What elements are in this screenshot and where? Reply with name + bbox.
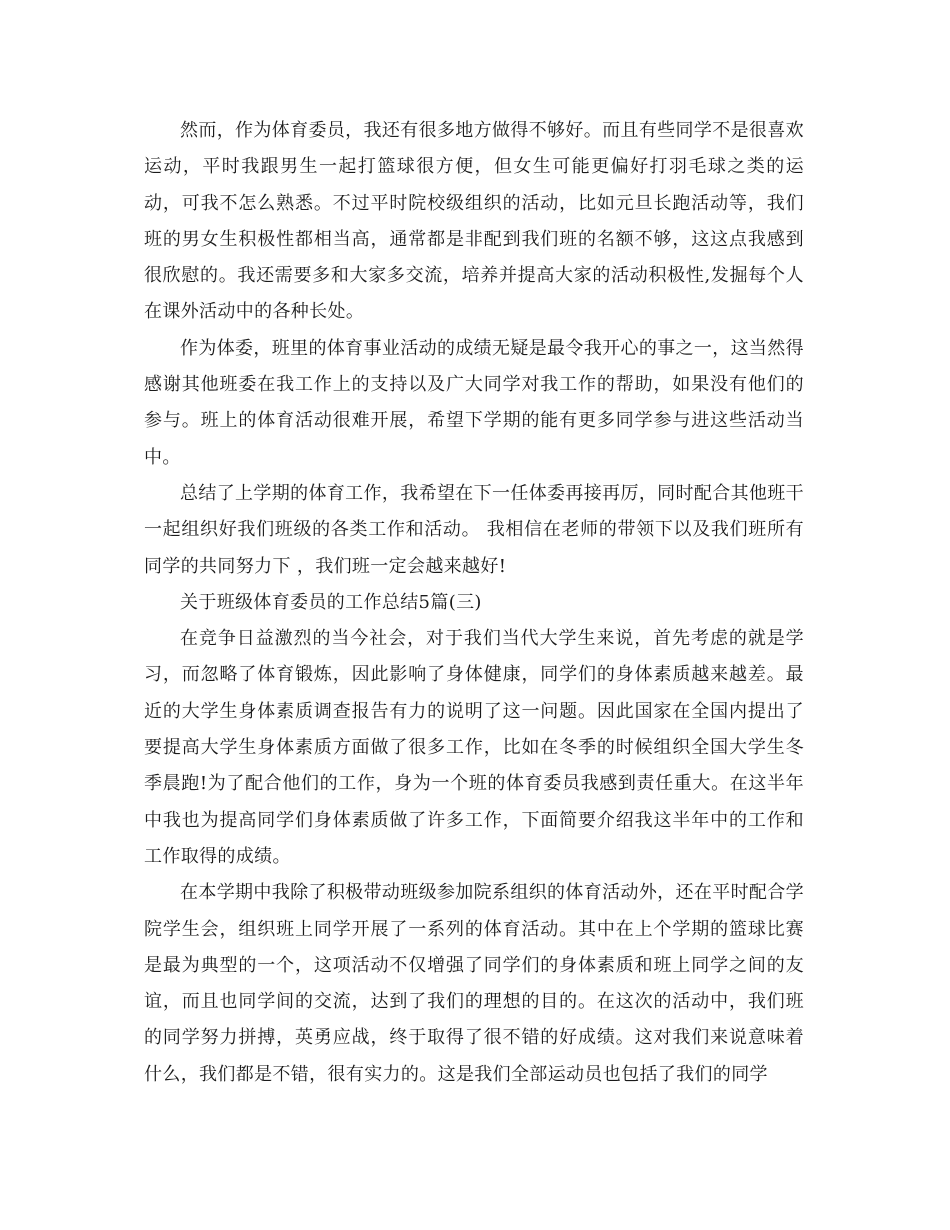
- paragraph: 作为体委，班里的体育事业活动的成绩无疑是最令我开心的事之一，这当然得感谢其他班委在我工作上的支持以及广大同学对我工作的帮助，如果没有他们的参与。班上的体育活动很难开展，希望下学期的能有更多同学参与进这些活动当中。: [144, 337, 804, 468]
- section-heading: 关于班级体育委员的工作总结5篇(三): [180, 591, 482, 613]
- document-body: [144, 113, 804, 1093]
- paragraph: 在本学期中我除了积极带动班级参加院系组织的体育活动外，还在平时配合学院学生会，组织班上同学开展了一系列的体育活动。其中在上个学期的篮球比赛是最为典型的一个，这项活动不仅增强了同学们的身体素质和班上同学之间的友谊，而且也同学间的交流，达到了我们的理想的目的。在这次的活动中，我们班的同学努力拼搏，英勇应战，终于取得了很不错的好成绩。这对我们来说意味着什么，我们都是不错，很有实力的。这是我们全部运动员也包括了我们的同学: [144, 882, 804, 1085]
- paragraph: 总结了上学期的体育工作，我希望在下一任体委再接再厉，同时配合其他班干一起组织好我们班级的各类工作和活动。 我相信在老师的带领下以及我们班所有同学的共同努力下 ，我们班一定会越来越好!: [144, 482, 804, 577]
- paragraph: 然而，作为体育委员，我还有很多地方做得不够好。而且有些同学不是很喜欢运动，平时我跟男生一起打篮球很方便，但女生可能更偏好打羽毛球之类的运动，可我不怎么熟悉。不过平时院校级组织的活动，比如元旦长跑活动等，我们班的男女生积极性都相当高，通常都是非配到我们班的名额不够，这这点我感到很欣慰的。我还需要多和大家多交流，培养并提高大家的活动积极性,发掘每个人在课外活动中的各种长处。: [144, 120, 804, 323]
- paragraph: 在竞争日益激烈的当今社会，对于我们当代大学生来说，首先考虑的就是学习，而忽略了体育锻炼，因此影响了身体健康，同学们的身体素质越来越差。最近的大学生身体素质调查报告有力的说明了这一问题。因此国家在全国内提出了要提高大学生身体素质方面做了很多工作，比如在冬季的时候组织全国大学生冬季晨跑!为了配合他们的工作，身为一个班的体育委员我感到责任重大。在这半年中我也为提高同学们身体素质做了许多工作，下面简要介绍我这半年中的工作和工作取得的成绩。: [144, 628, 804, 867]
